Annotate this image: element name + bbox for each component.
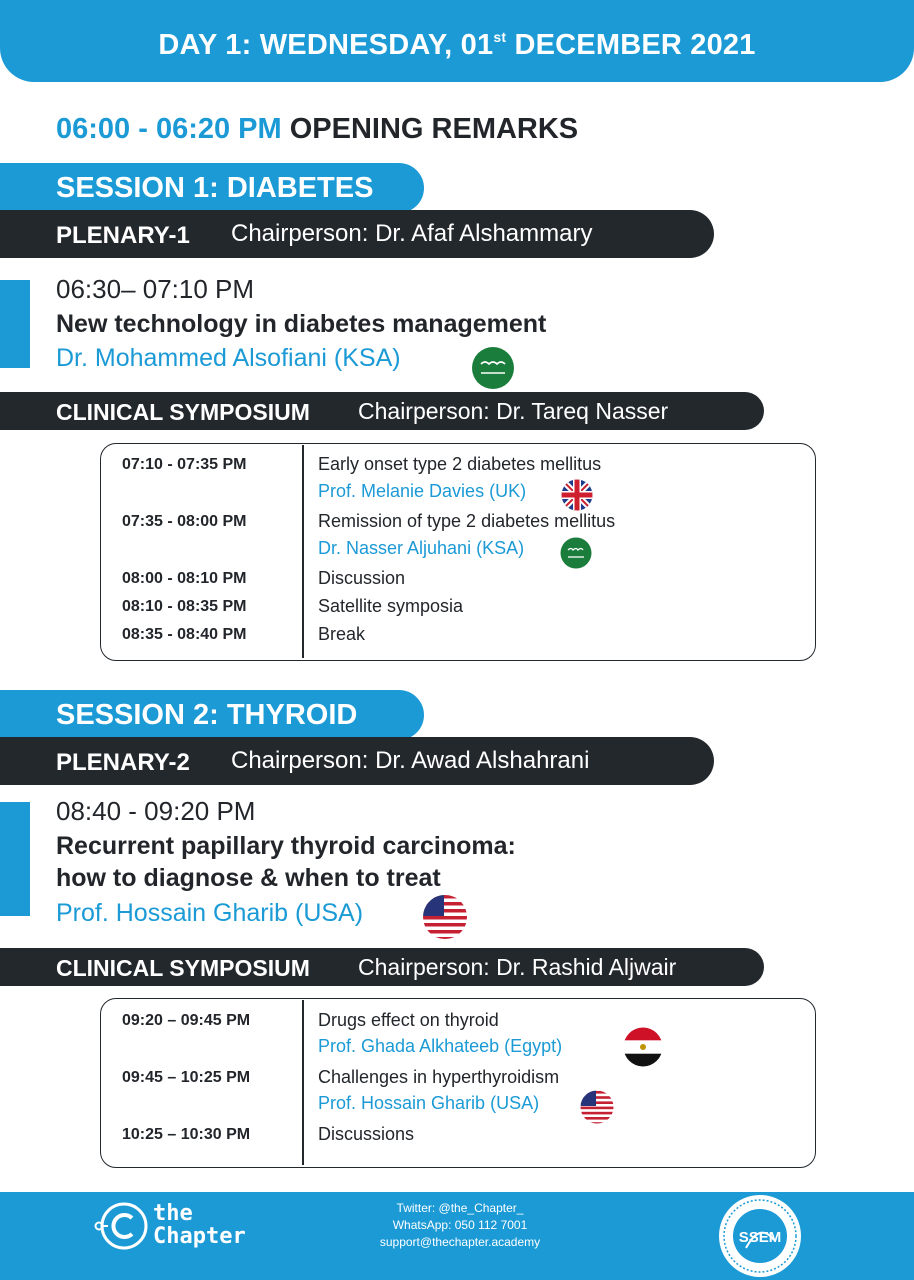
s2-row2-title: Challenges in hyperthyroidism xyxy=(318,1067,560,1087)
symposium1-chair: Chairperson: Dr. Tareq Nasser xyxy=(358,398,669,424)
saudi-flag-icon xyxy=(560,537,592,569)
svg-text:SSEM: SSEM xyxy=(738,1229,782,1246)
day-title: DAY 1: WEDNESDAY, 01st DECEMBER 2021 xyxy=(158,29,756,61)
session2-title: SESSION 2: THYROID xyxy=(56,699,358,731)
s2-row1-speaker: Prof. Ghada Alkhateeb (Egypt) xyxy=(318,1036,563,1056)
symposium2-label: CLINICAL SYMPOSIUM xyxy=(56,955,310,981)
plenary1-label: PLENARY-1 xyxy=(56,222,190,249)
opening-remarks xyxy=(56,113,578,146)
ssem-society-logo-icon xyxy=(716,1193,804,1279)
s1-row2-title: Remission of type 2 diabetes mellitus xyxy=(318,511,616,531)
plenary2-chair: Chairperson: Dr. Awad Alshahrani xyxy=(231,747,590,774)
plenary2-label: PLENARY-2 xyxy=(56,749,190,776)
s1-row3-time: 08:00 - 08:10 PM xyxy=(122,570,247,587)
s1-row2-speaker: Dr. Nasser Aljuhani (KSA) xyxy=(318,538,525,558)
uk-flag-icon xyxy=(561,479,593,511)
contact-email: support@thechapter.academy xyxy=(379,1235,541,1249)
opening-time: 06:00 - 06:20 PM xyxy=(56,113,282,145)
brand-line1: the xyxy=(153,1201,193,1226)
s1-row1-time: 07:10 - 07:35 PM xyxy=(122,456,247,473)
s1-row5-title: Break xyxy=(318,624,366,644)
session1-title: SESSION 1: DIABETES xyxy=(56,172,374,204)
plenary2-accent-tab xyxy=(0,802,30,916)
s1-row3-title: Discussion xyxy=(318,568,406,588)
s1-row4-time: 08:10 - 08:35 PM xyxy=(122,598,247,615)
plenary1-time: 06:30– 07:10 PM xyxy=(56,274,255,304)
s1-row4-title: Satellite symposia xyxy=(318,596,464,616)
plenary2-title-line2: how to diagnose & when to treat xyxy=(56,864,441,892)
s1-row1-title: Early onset type 2 diabetes mellitus xyxy=(318,454,602,474)
contact-whatsapp: WhatsApp: 050 112 7001 xyxy=(392,1218,528,1232)
symposium1-divider xyxy=(302,445,304,658)
usa-flag-icon xyxy=(422,894,468,940)
plenary1-accent-tab xyxy=(0,280,30,368)
symposium1-label: CLINICAL SYMPOSIUM xyxy=(56,399,310,425)
plenary2-speaker: Prof. Hossain Gharib (USA) xyxy=(56,899,364,927)
s2-row2-speaker: Prof. Hossain Gharib (USA) xyxy=(318,1093,540,1113)
symposium2-chair: Chairperson: Dr. Rashid Aljwair xyxy=(358,954,677,980)
s2-row3-time: 10:25 – 10:30 PM xyxy=(122,1126,251,1143)
s2-row2-time: 09:45 – 10:25 PM xyxy=(122,1069,251,1086)
egypt-flag-icon xyxy=(623,1027,663,1067)
s1-row1-speaker: Prof. Melanie Davies (UK) xyxy=(318,481,527,501)
symposium2-divider xyxy=(302,1000,304,1165)
s2-row1-title: Drugs effect on thyroid xyxy=(318,1010,499,1030)
s2-row3-title: Discussions xyxy=(318,1124,415,1144)
contact-twitter: Twitter: @the_Chapter_ xyxy=(396,1201,524,1215)
plenary2-title-line1: Recurrent papillary thyroid carcinoma: xyxy=(56,832,516,860)
s2-row1-time: 09:20 – 09:45 PM xyxy=(122,1012,251,1029)
brand-line2: Chapter xyxy=(153,1224,246,1249)
saudi-flag-icon xyxy=(471,346,515,390)
the-chapter-logo-icon xyxy=(90,1198,154,1254)
s1-row5-time: 08:35 - 08:40 PM xyxy=(122,626,247,643)
plenary2-time: 08:40 - 09:20 PM xyxy=(56,796,256,826)
s1-row2-time: 07:35 - 08:00 PM xyxy=(122,513,247,530)
plenary1-chair: Chairperson: Dr. Afaf Alshammary xyxy=(231,220,593,247)
plenary1-speaker: Dr. Mohammed Alsofiani (KSA) xyxy=(56,344,401,372)
usa-flag-icon xyxy=(580,1090,614,1124)
plenary1-title: New technology in diabetes management xyxy=(56,310,547,338)
opening-title: OPENING REMARKS xyxy=(281,113,579,145)
